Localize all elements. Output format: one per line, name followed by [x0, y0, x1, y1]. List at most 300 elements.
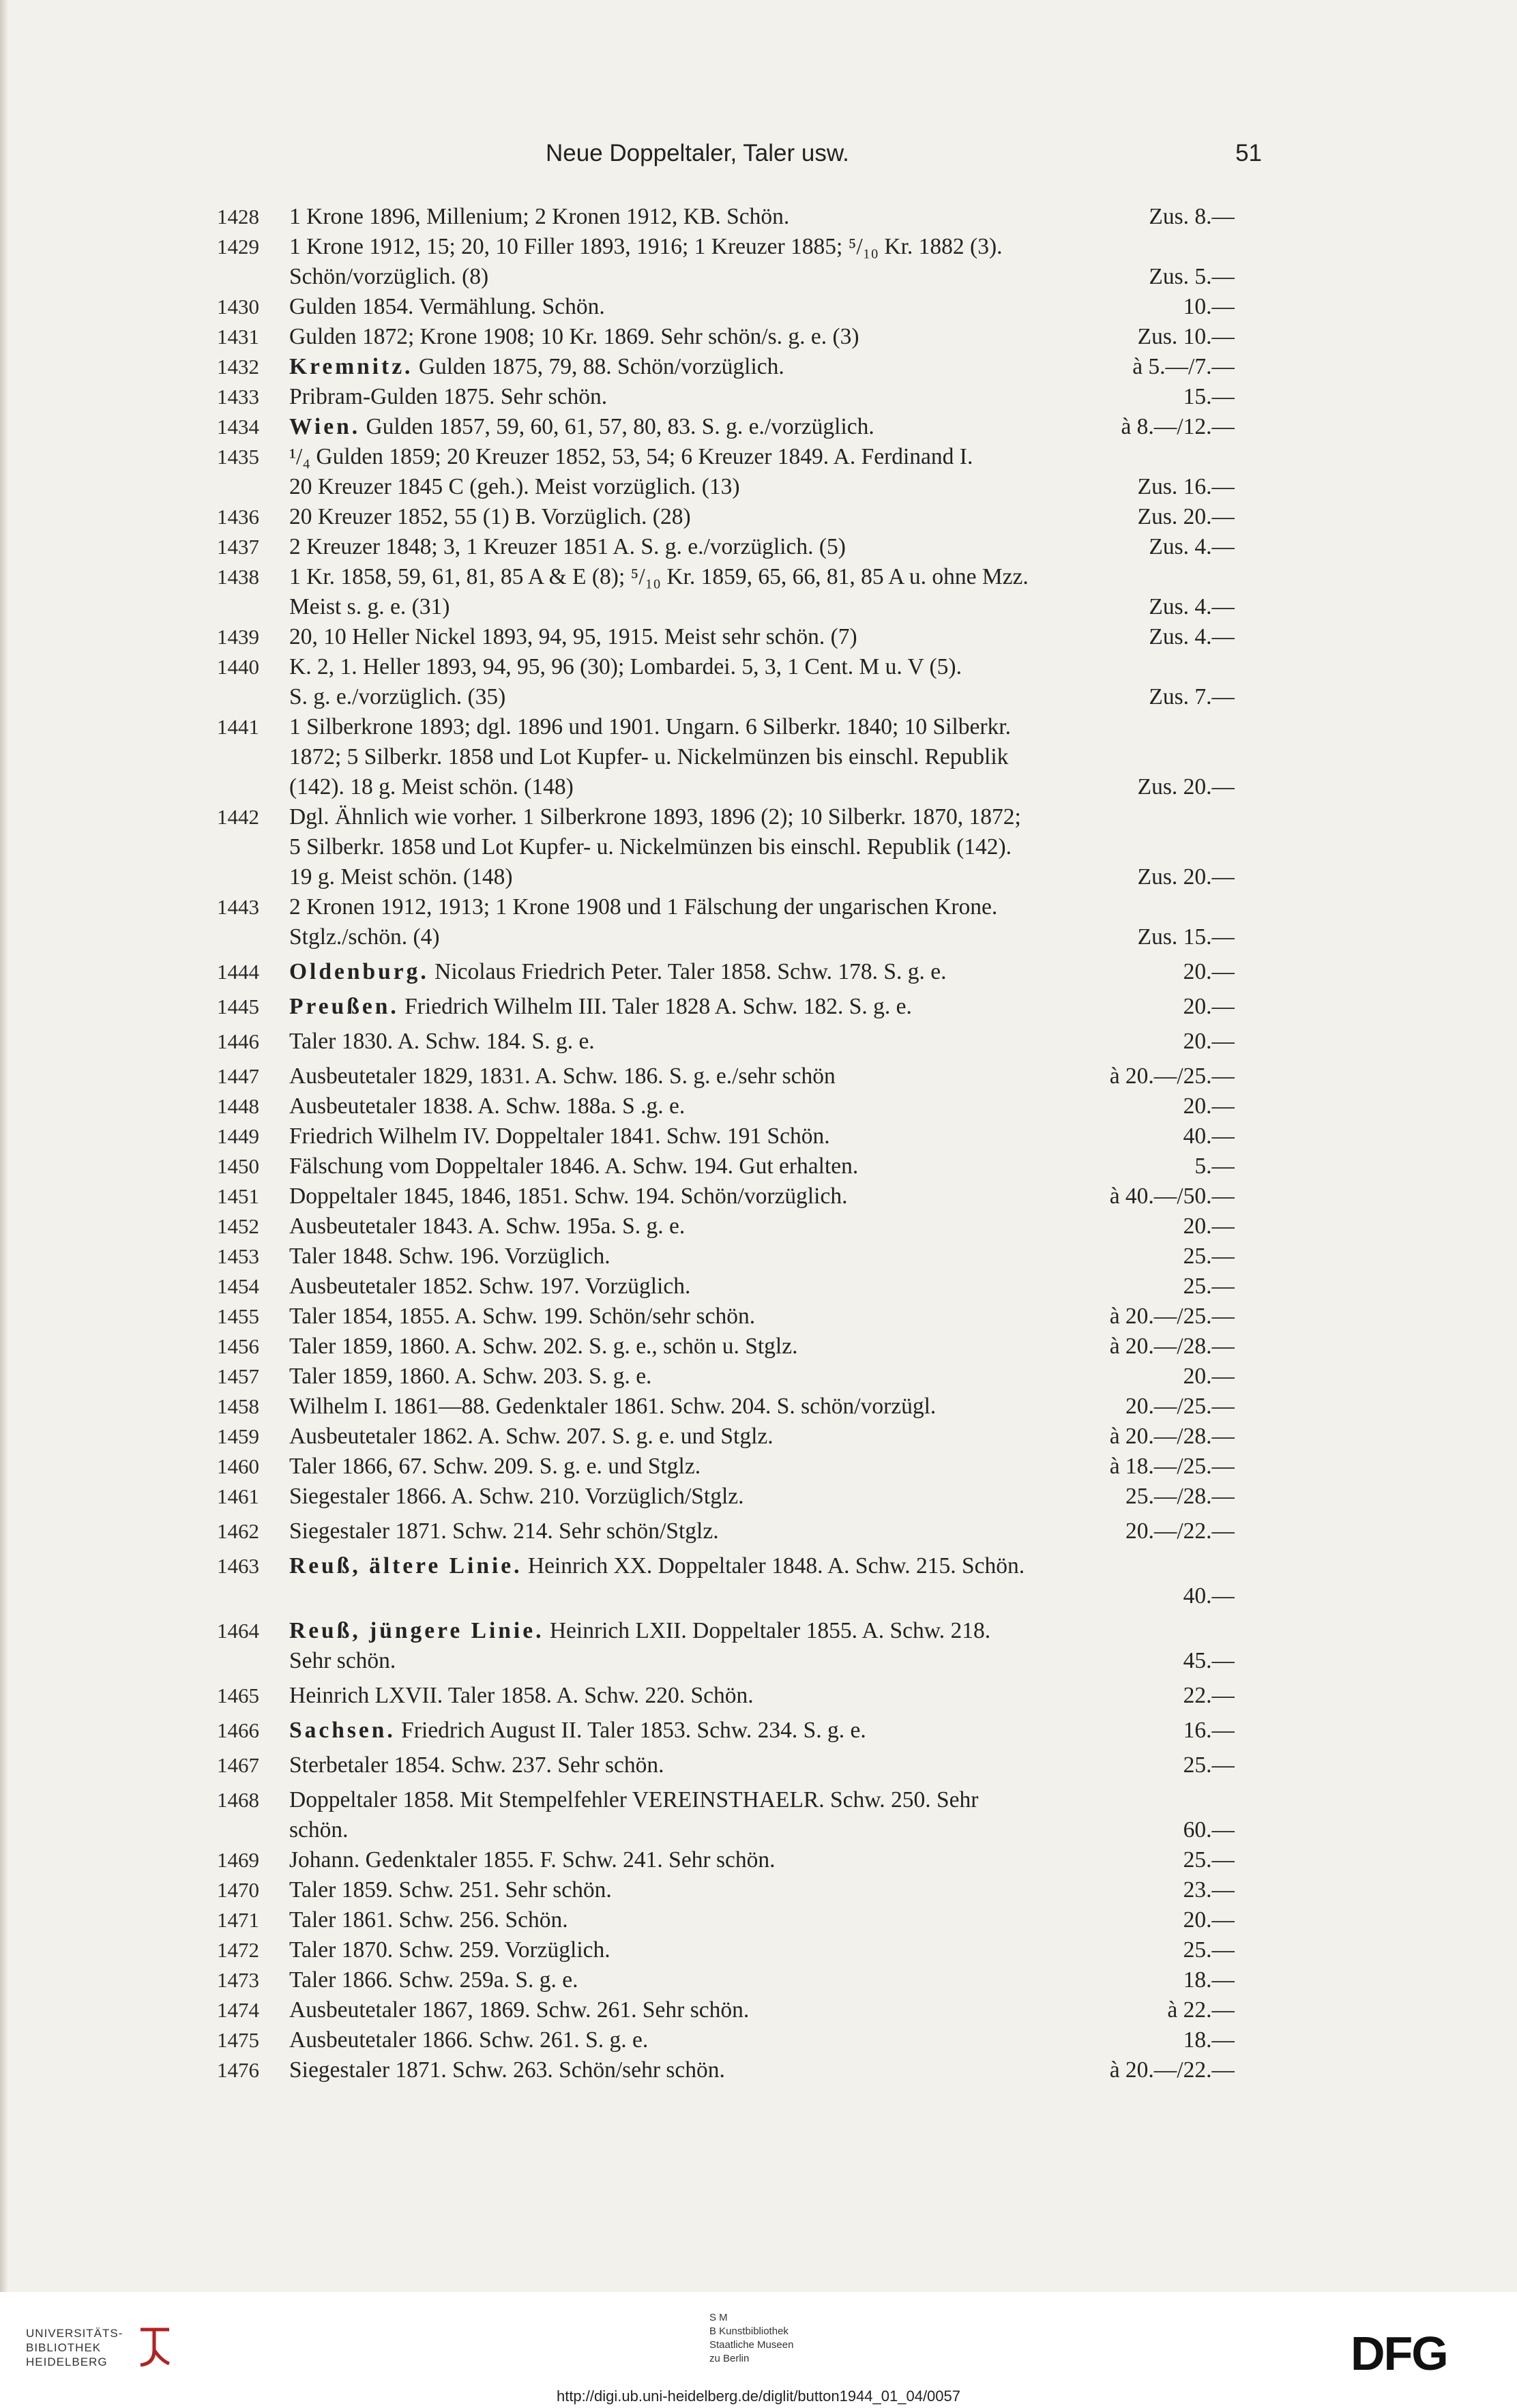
lot-text: (142). 18 g. Meist schön. (148) — [289, 774, 574, 799]
lot-text: schön. — [289, 1817, 349, 1842]
lot-description — [289, 1787, 978, 1812]
lot-text: Ausbeutetaler 1862. A. Schw. 207. S. g. e. und Stglz. — [289, 1424, 774, 1449]
lot-description — [289, 1242, 610, 1272]
lot-line — [289, 2025, 1235, 2055]
lot-number: 1476 — [217, 2058, 259, 2082]
lot-line — [289, 262, 1235, 292]
sm-label-line: zu Berlin — [709, 2353, 750, 2364]
lot-price: Zus. 20.— — [1137, 504, 1235, 529]
lot-line — [289, 232, 1235, 262]
lot-entry — [217, 2055, 1235, 2085]
source-url[interactable]: http://digi.ub.uni-heidelberg.de/diglit/button1944_01_04/0057 — [556, 2388, 961, 2405]
lot-price: 20.— — [1183, 959, 1235, 984]
lot-description — [289, 1516, 719, 1546]
lot-line — [289, 532, 1235, 562]
lot-description — [289, 1272, 690, 1302]
sm-kunstbibliothek-label — [709, 2311, 793, 2366]
lot-line — [289, 202, 1235, 232]
lot-text: Taler 1870. Schw. 259. Vorzüglich. — [289, 1937, 610, 1963]
lot-entry — [217, 562, 1235, 622]
lot-number: 1431 — [217, 325, 259, 349]
lot-entry — [217, 1681, 1235, 1711]
lot-price: Zus. 15.— — [1137, 924, 1235, 950]
lot-text: Taler 1866, 67. Schw. 209. S. g. e. und Stglz. — [289, 1454, 701, 1479]
lot-number: 1430 — [217, 295, 259, 319]
sm-label-line: Staatliche Museen — [709, 2339, 794, 2351]
lot-text: 1 Silberkrone 1893; dgl. 1896 und 1901. Ungarn. 6 Silberkr. 1840; 10 Silberkr. — [289, 714, 1011, 739]
lot-number: 1472 — [217, 1938, 259, 1962]
lot-description — [289, 472, 740, 502]
lot-text: Sehr schön. — [289, 1648, 396, 1673]
lot-text: Ausbeutetaler 1829, 1831. A. Schw. 186. S. g. e./sehr schön — [289, 1063, 836, 1089]
lot-price: 15.— — [1183, 384, 1235, 409]
lot-description — [289, 1121, 830, 1151]
region-heading: Kremnitz. — [289, 354, 413, 379]
lot-description — [289, 894, 997, 920]
lot-number: 1474 — [217, 1998, 259, 2022]
lot-line — [289, 1302, 1235, 1332]
lot-line — [289, 957, 1235, 987]
lot-price: 18.— — [1183, 1967, 1235, 1993]
lot-number: 1473 — [217, 1968, 259, 1992]
lot-line — [289, 1646, 1235, 1676]
lot-description — [289, 1995, 749, 2025]
lot-number: 1435 — [217, 445, 259, 469]
lot-line — [289, 1392, 1235, 1422]
page-edge-shadow — [0, 0, 8, 2292]
lot-entry — [217, 1875, 1235, 1905]
lot-number: 1458 — [217, 1394, 259, 1418]
lot-number: 1444 — [217, 960, 259, 984]
lot-entry — [217, 1905, 1235, 1935]
lot-line — [289, 1482, 1235, 1512]
lot-line — [289, 1815, 1235, 1845]
lot-text: Gulden 1854. Vermählung. Schön. — [289, 294, 605, 319]
lot-price: 25.—/28.— — [1125, 1484, 1235, 1509]
lot-entry — [217, 1121, 1235, 1151]
lot-description — [289, 834, 1012, 860]
lot-description — [289, 412, 874, 442]
lot-text: Ausbeutetaler 1867, 1869. Schw. 261. Sehr schön. — [289, 1997, 750, 2023]
lot-line — [289, 472, 1235, 502]
lot-description — [289, 592, 450, 622]
lot-description — [289, 1061, 836, 1091]
lot-number: 1429 — [217, 235, 259, 259]
university-library-label — [26, 2326, 123, 2369]
lot-list — [217, 202, 1235, 2085]
lot-line — [289, 2055, 1235, 2085]
lot-price: Zus. 5.— — [1149, 264, 1235, 289]
region-heading: Sachsen. — [289, 1718, 396, 1743]
lot-text: Johann. Gedenktaler 1855. F. Schw. 241. Sehr schön. — [289, 1847, 776, 1873]
lot-entry — [217, 1452, 1235, 1482]
lot-line — [289, 412, 1235, 442]
lot-text: Sterbetaler 1854. Schw. 237. Sehr schön. — [289, 1752, 664, 1778]
lot-line — [289, 382, 1235, 412]
lot-description — [289, 1392, 936, 1422]
lot-entry — [217, 1272, 1235, 1302]
lot-text: Meist s. g. e. (31) — [289, 594, 450, 619]
lot-number: 1460 — [217, 1454, 259, 1478]
lot-description — [289, 1845, 776, 1875]
lot-line — [289, 562, 1235, 592]
lot-entry — [217, 1332, 1235, 1362]
lot-price: 20.— — [1183, 994, 1235, 1019]
lot-number: 1463 — [217, 1554, 259, 1578]
lot-description — [289, 862, 513, 892]
lot-price: à 20.—/28.— — [1109, 1334, 1235, 1359]
lot-line — [289, 502, 1235, 532]
lot-entry — [217, 1362, 1235, 1392]
lot-price: 16.— — [1183, 1718, 1235, 1743]
lot-description — [289, 1935, 610, 1965]
lot-price: à 20.—/28.— — [1109, 1424, 1235, 1449]
lot-price: Zus. 4.— — [1149, 594, 1235, 619]
lot-text: 1 Kr. 1858, 59, 61, 81, 85 A & E (8); ⁵/₁₀ Kr. 1859, 65, 66, 81, 85 A u. ohne Mzz. — [289, 564, 1029, 589]
lot-text: Taler 1861. Schw. 256. Schön. — [289, 1907, 568, 1933]
lot-line — [289, 1242, 1235, 1272]
lot-description — [289, 1815, 349, 1845]
lot-description — [289, 1750, 664, 1780]
lot-description — [289, 1618, 990, 1643]
lot-line — [289, 892, 1235, 922]
lot-text: ¹/₄ Gulden 1859; 20 Kreuzer 1852, 53, 54; 6 Kreuzer 1849. A. Ferdinand I. — [289, 444, 973, 469]
lot-text: Taler 1859, 1860. A. Schw. 203. S. g. e. — [289, 1364, 652, 1389]
lot-number: 1446 — [217, 1029, 259, 1053]
lot-line — [289, 1935, 1235, 1965]
lot-text: Stglz./schön. (4) — [289, 924, 440, 950]
lot-text: Heinrich XX. Doppeltaler 1848. A. Schw. 215. Schön. — [522, 1553, 1025, 1579]
lot-price: à 20.—/22.— — [1109, 2057, 1235, 2083]
lot-price: 10.— — [1183, 294, 1235, 319]
lot-price: 20.— — [1183, 1907, 1235, 1933]
lot-price: 45.— — [1183, 1648, 1235, 1673]
lot-entry — [217, 622, 1235, 652]
lot-description — [289, 1646, 396, 1676]
lot-price: Zus. 4.— — [1149, 624, 1235, 649]
lot-number: 1455 — [217, 1304, 259, 1328]
lot-price: 25.— — [1183, 1937, 1235, 1963]
lot-text: Gulden 1872; Krone 1908; 10 Kr. 1869. Sehr schön/s. g. e. (3) — [289, 324, 859, 349]
lot-price: 20.— — [1183, 1364, 1235, 1389]
lot-text: Gulden 1875, 79, 88. Schön/vorzüglich. — [413, 354, 784, 379]
lot-text: Friedrich Wilhelm III. Taler 1828 A. Schw. 182. S. g. e. — [398, 994, 912, 1019]
university-label-line: HEIDELBERG — [26, 2355, 108, 2368]
lot-description — [289, 2055, 725, 2085]
lot-number: 1469 — [217, 1848, 259, 1872]
lot-number: 1441 — [217, 715, 259, 739]
lot-line — [289, 1965, 1235, 1995]
lot-text: Siegestaler 1871. Schw. 263. Schön/sehr schön. — [289, 2057, 725, 2083]
lot-line — [289, 292, 1235, 322]
lot-description — [289, 714, 1011, 739]
lot-description — [289, 1553, 1025, 1579]
lot-price: 20.—/22.— — [1125, 1518, 1235, 1544]
lot-price: 20.— — [1183, 1093, 1235, 1119]
lot-line — [289, 1551, 1235, 1581]
lot-line — [289, 832, 1235, 862]
lot-number: 1437 — [217, 535, 259, 559]
lot-entry — [217, 412, 1235, 442]
lot-price: Zus. 4.— — [1149, 534, 1235, 559]
lot-text: Ausbeutetaler 1852. Schw. 197. Vorzüglich. — [289, 1274, 691, 1299]
lot-description — [289, 772, 574, 802]
lot-text: 20 Kreuzer 1852, 55 (1) B. Vorzüglich. (28) — [289, 504, 691, 529]
lot-line — [289, 1151, 1235, 1181]
lot-price: à 20.—/25.— — [1109, 1063, 1235, 1089]
lot-line — [289, 772, 1235, 802]
lot-entry — [217, 1845, 1235, 1875]
lot-line — [289, 862, 1235, 892]
lot-number: 1464 — [217, 1619, 259, 1643]
lot-description — [289, 1332, 797, 1362]
lot-entry — [217, 1551, 1235, 1611]
lot-description — [289, 1091, 685, 1121]
lot-price: 20.— — [1183, 1029, 1235, 1054]
lot-line — [289, 922, 1235, 952]
lot-text: Schön/vorzüglich. (8) — [289, 264, 489, 289]
lot-entry — [217, 1212, 1235, 1242]
lot-description — [289, 1452, 701, 1482]
lot-description — [289, 957, 947, 987]
lot-text: Doppeltaler 1845, 1846, 1851. Schw. 194. Schön/vorzüglich. — [289, 1184, 848, 1209]
lot-line — [289, 622, 1235, 652]
lot-line — [289, 1332, 1235, 1362]
lot-text: Gulden 1857, 59, 60, 61, 57, 80, 83. S. g. e./vorzüglich. — [360, 414, 874, 439]
lot-price: à 20.—/25.— — [1109, 1304, 1235, 1329]
lot-line — [289, 1061, 1235, 1091]
lot-price: Zus. 20.— — [1137, 864, 1235, 890]
lot-entry — [217, 202, 1235, 232]
lot-price: 20.— — [1183, 1214, 1235, 1239]
lot-description — [289, 262, 488, 292]
lot-price: à 18.—/25.— — [1109, 1454, 1235, 1479]
lot-line — [289, 1091, 1235, 1121]
lot-entry — [217, 652, 1235, 712]
lot-line — [289, 1272, 1235, 1302]
lot-number: 1470 — [217, 1878, 259, 1902]
lot-price: 40.— — [1183, 1583, 1235, 1609]
lot-line — [289, 1362, 1235, 1392]
lot-text: Pribram-Gulden 1875. Sehr schön. — [289, 384, 608, 409]
lot-line — [289, 1875, 1235, 1905]
lot-line — [289, 1845, 1235, 1875]
heidelberg-logo-icon — [134, 2323, 175, 2370]
lot-entry — [217, 1027, 1235, 1057]
lot-description — [289, 352, 784, 382]
lot-entry — [217, 957, 1235, 987]
lot-number: 1440 — [217, 655, 259, 679]
lot-entry — [217, 502, 1235, 532]
lot-description — [289, 382, 607, 412]
lot-number: 1438 — [217, 565, 259, 589]
lot-description — [289, 1302, 755, 1332]
lot-price: Zus. 20.— — [1137, 774, 1235, 799]
lot-description — [289, 1905, 568, 1935]
lot-line — [289, 1422, 1235, 1452]
lot-description — [289, 992, 912, 1022]
lot-line — [289, 802, 1235, 832]
lot-description — [289, 1212, 685, 1242]
lot-description — [289, 744, 1008, 769]
lot-description — [289, 1151, 858, 1181]
lot-description — [289, 1482, 744, 1512]
lot-number: 1461 — [217, 1484, 259, 1508]
lot-line — [289, 592, 1235, 622]
lot-number: 1468 — [217, 1788, 259, 1812]
lot-entry — [217, 442, 1235, 502]
lot-description — [289, 1875, 612, 1905]
university-label-line: BIBLIOTHEK — [26, 2341, 102, 2354]
lot-line — [289, 1750, 1235, 1780]
lot-number: 1462 — [217, 1519, 259, 1543]
university-label-line: UNIVERSITÄTS- — [26, 2327, 123, 2340]
lot-entry — [217, 2025, 1235, 2055]
lot-text: Taler 1866. Schw. 259a. S. g. e. — [289, 1967, 578, 1993]
sm-label-line: S M — [709, 2312, 728, 2323]
lot-line — [289, 322, 1235, 352]
region-heading: Oldenburg. — [289, 959, 429, 984]
lot-entry — [217, 1965, 1235, 1995]
lot-line — [289, 1785, 1235, 1815]
lot-number: 1434 — [217, 415, 259, 439]
lot-line — [289, 1027, 1235, 1057]
lot-number: 1443 — [217, 895, 259, 919]
lot-entry — [217, 992, 1235, 1022]
lot-price: 22.— — [1183, 1683, 1235, 1708]
lot-price: 20.—/25.— — [1125, 1394, 1235, 1419]
lot-number: 1475 — [217, 2028, 259, 2052]
lot-description — [289, 202, 789, 232]
lot-price: 5.— — [1194, 1154, 1235, 1179]
lot-entry — [217, 532, 1235, 562]
lot-text: Fälschung vom Doppeltaler 1846. A. Schw. 194. Gut erhalten. — [289, 1154, 859, 1179]
lot-line — [289, 712, 1235, 742]
lot-text: Nicolaus Friedrich Peter. Taler 1858. Schw. 178. S. g. e. — [428, 959, 947, 984]
lot-entry — [217, 712, 1235, 802]
lot-number: 1466 — [217, 1718, 259, 1742]
lot-price: Zus. 8.— — [1149, 204, 1235, 229]
lot-description — [289, 1716, 866, 1746]
lot-description — [289, 682, 505, 712]
lot-number: 1465 — [217, 1684, 259, 1707]
page-number: 51 — [1235, 140, 1262, 166]
lot-description — [289, 804, 1021, 829]
lot-line — [289, 742, 1235, 772]
lot-text: 1 Krone 1912, 15; 20, 10 Filler 1893, 1916; 1 Kreuzer 1885; ⁵/₁₀ Kr. 1882 (3). — [289, 234, 1003, 259]
lot-entry — [217, 1392, 1235, 1422]
lot-number: 1439 — [217, 625, 259, 649]
lot-entry — [217, 352, 1235, 382]
lot-description — [289, 622, 857, 652]
lot-entry — [217, 382, 1235, 412]
lot-text: Siegestaler 1866. A. Schw. 210. Vorzüglich/Stglz. — [289, 1484, 744, 1509]
lot-description — [289, 1422, 774, 1452]
lot-line — [289, 1995, 1235, 2025]
lot-number: 1442 — [217, 805, 259, 829]
lot-entry — [217, 232, 1235, 292]
lot-entry — [217, 1422, 1235, 1452]
lot-line — [289, 652, 1235, 682]
lot-description — [289, 1362, 651, 1392]
lot-text: Wilhelm I. 1861—88. Gedenktaler 1861. Schw. 204. S. schön/vorzügl. — [289, 1394, 937, 1419]
lot-price: 25.— — [1183, 1274, 1235, 1299]
lot-text: 19 g. Meist schön. (148) — [289, 864, 513, 890]
lot-entry — [217, 1482, 1235, 1512]
lot-line — [289, 352, 1235, 382]
lot-description — [289, 292, 605, 322]
lot-price: 40.— — [1183, 1124, 1235, 1149]
lot-text: 5 Silberkr. 1858 und Lot Kupfer- u. Nickelmünzen bis einschl. Republik (142). — [289, 834, 1012, 860]
lot-number: 1453 — [217, 1244, 259, 1268]
lot-text: Friedrich August II. Taler 1853. Schw. 234. S. g. e. — [395, 1718, 866, 1743]
lot-number: 1449 — [217, 1124, 259, 1148]
lot-number: 1454 — [217, 1274, 259, 1298]
lot-line — [289, 992, 1235, 1022]
lot-number: 1450 — [217, 1154, 259, 1178]
lot-text: 1 Krone 1896, Millenium; 2 Kronen 1912, KB. Schön. — [289, 204, 790, 229]
lot-line — [289, 1121, 1235, 1151]
lot-number: 1428 — [217, 205, 259, 229]
lot-entry — [217, 1750, 1235, 1780]
lot-price: Zus. 16.— — [1137, 474, 1235, 499]
lot-entry — [217, 802, 1235, 892]
lot-number: 1433 — [217, 385, 259, 409]
sm-label-line: B Kunstbibliothek — [709, 2325, 789, 2337]
lot-description — [289, 444, 973, 469]
lot-entry — [217, 1785, 1235, 1845]
lot-text: Dgl. Ähnlich wie vorher. 1 Silberkrone 1893, 1896 (2); 10 Silberkr. 1870, 1872; — [289, 804, 1021, 829]
lot-text: S. g. e./vorzüglich. (35) — [289, 684, 506, 709]
lot-line — [289, 1212, 1235, 1242]
lot-entry — [217, 1181, 1235, 1212]
region-heading: Wien. — [289, 414, 361, 439]
lot-number: 1471 — [217, 1908, 259, 1932]
lot-text: 1872; 5 Silberkr. 1858 und Lot Kupfer- u. Nickelmünzen bis einschl. Republik — [289, 744, 1009, 769]
lot-text: 2 Kronen 1912, 1913; 1 Krone 1908 und 1 Fälschung der ungarischen Krone. — [289, 894, 998, 920]
lot-description — [289, 234, 1003, 259]
lot-description — [289, 322, 859, 352]
lot-price: à 5.—/7.— — [1132, 354, 1235, 379]
lot-entry — [217, 322, 1235, 352]
lot-line — [289, 682, 1235, 712]
lot-text: Friedrich Wilhelm IV. Doppeltaler 1841. Schw. 191 Schön. — [289, 1124, 830, 1149]
lot-number: 1451 — [217, 1184, 259, 1208]
lot-description — [289, 1181, 847, 1212]
lot-description — [289, 1965, 578, 1995]
region-heading: Reuß, jüngere Linie. — [289, 1618, 544, 1643]
header-title: Neue Doppeltaler, Taler usw. — [546, 140, 849, 166]
lot-text: K. 2, 1. Heller 1893, 94, 95, 96 (30); Lombardei. 5, 3, 1 Cent. M u. V (5). — [289, 654, 962, 679]
lot-text: Taler 1830. A. Schw. 184. S. g. e. — [289, 1029, 595, 1054]
lot-line — [289, 1516, 1235, 1546]
lot-number: 1447 — [217, 1064, 259, 1088]
lot-number: 1456 — [217, 1334, 259, 1358]
region-heading: Preußen. — [289, 994, 399, 1019]
lot-price: Zus. 10.— — [1137, 324, 1235, 349]
lot-number: 1457 — [217, 1364, 259, 1388]
lot-price: à 22.— — [1167, 1997, 1235, 2023]
lot-entry — [217, 892, 1235, 952]
lot-text: Siegestaler 1871. Schw. 214. Sehr schön/Stglz. — [289, 1518, 719, 1544]
lot-description — [289, 922, 440, 952]
lot-text: Taler 1859, 1860. A. Schw. 202. S. g. e., schön u. Stglz. — [289, 1334, 798, 1359]
lot-number: 1436 — [217, 505, 259, 529]
digitization-footer — [0, 2292, 1517, 2408]
lot-price: 25.— — [1183, 1847, 1235, 1873]
lot-entry — [217, 1616, 1235, 1676]
lot-entry — [217, 1995, 1235, 2025]
